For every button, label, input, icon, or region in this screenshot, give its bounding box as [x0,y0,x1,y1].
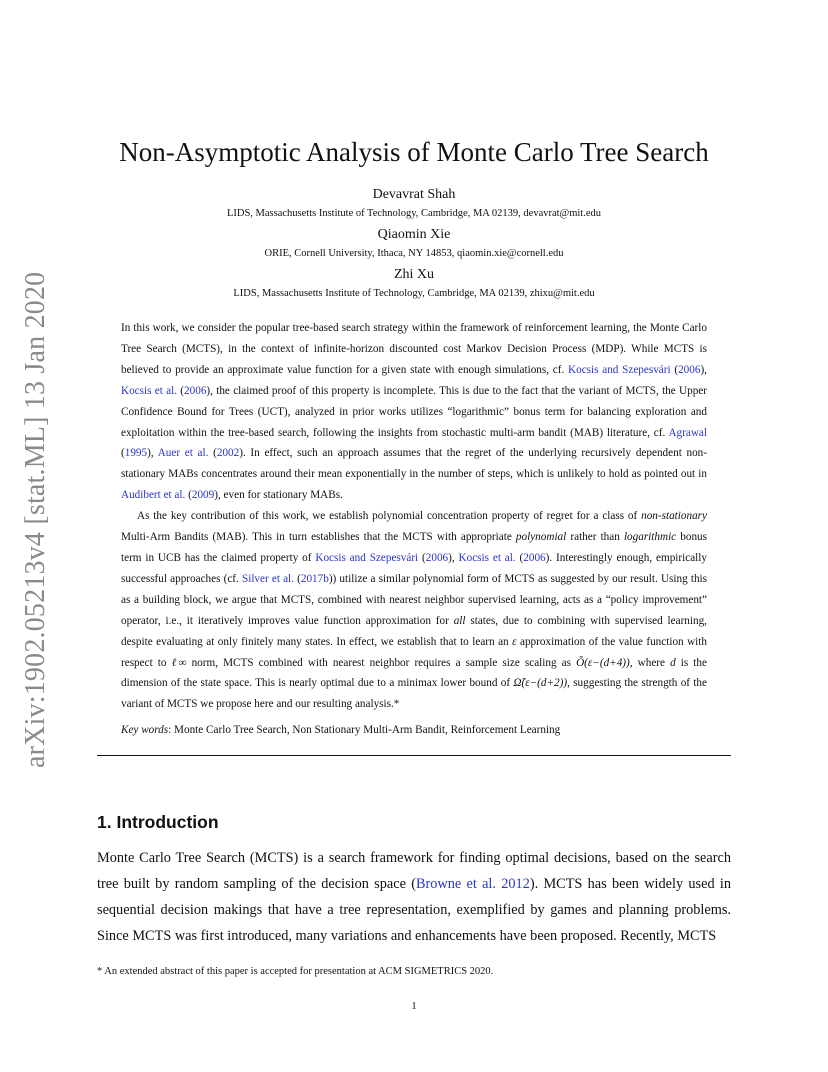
abstract-text: ( [185,489,192,502]
citation-year-link[interactable]: 2006 [425,551,449,564]
abstract-text: ). Interestingly enough, empirically successful approaches (cf. [121,551,707,585]
abstract-text: ), the claimed proof of this property is incomplete. This is due to the fact that the variant of MCTS, the Upper Confidence Bound for Trees (UCT), analyzed in prior works utilizes “logarithmic” bonus term for balancing exploration and exploitation within the tree-based search, following the insights from stochastic multi-arm bandit (MAB) literature, cf. [121,384,707,439]
abstract-paragraph [121,318,707,506]
math-sample-complexity: Õ(ε−(d+4)) [576,656,630,669]
abstract-text: ( [208,447,217,460]
math-norm: ℓ∞ [171,656,187,669]
abstract-text: ), [448,551,459,564]
abstract [121,318,707,715]
section-heading: 1. Introduction [97,812,219,832]
emphasis-text: all [453,614,466,627]
citation-year-link[interactable]: 1995 [124,447,148,460]
abstract-text: ( [670,363,679,376]
abstract-text: is the dimension of the state space. This is nearly optimal due to a minimax lower bound of [121,656,707,690]
abstract-text: norm, MCTS combined with nearest neighbor requires a sample size scaling as [186,656,577,669]
abstract-text: ( [418,551,426,564]
abstract-text: ( [293,572,301,585]
citation-link[interactable]: Kocsis et al. [458,551,516,564]
author-affiliation: ORIE, Cornell University, Ithaca, NY 14853, qiaomin.xie@cornell.edu [264,248,564,259]
abstract-text: , suggesting the strength of the variant of MCTS we propose here and our resulting analysis.* [121,677,707,711]
abstract-text: rather than [566,531,624,544]
body-text: Monte Carlo Tree Search (MCTS) is a search framework for finding optimal decisions, based on the search tree built by random sampling of the decision space ( [97,850,731,892]
abstract-text: states, due to combining with supervised learning, despite evaluating at only finitely many states. In effect, we establish that to learn an [121,614,707,648]
arxiv-identifier: arXiv:1902.05213v4 [stat.ML] 13 Jan 2020 [20,271,51,768]
keywords-label: Key words [121,724,169,736]
abstract-text: ( [515,551,524,564]
abstract-text: ), even for stationary MABs. [214,489,343,502]
abstract-text: As the key contribution of this work, we establish polynomial concentration property of regret for a class of [137,510,642,523]
citation-link[interactable]: Agrawal [668,426,707,439]
citation-year-link[interactable]: 2006 [523,551,546,564]
citation-link[interactable]: Browne et al. 2012 [415,876,530,892]
keywords-list: : Monte Carlo Tree Search, Non Stationary Multi-Arm Bandit, Reinforcement Learning [168,724,561,736]
citation-link[interactable]: Auer et al. [157,447,209,460]
section-divider [97,755,731,756]
citation-link[interactable]: Audibert et al. [121,489,186,502]
math-lower-bound: Ω̃(ε−(d+2)) [513,677,568,690]
author-name: Devavrat Shah [372,187,456,202]
abstract-text: approximation of the value function with respect to [121,635,707,669]
emphasis-text: logarithmic [623,531,677,544]
footnote: * An extended abstract of this paper is accepted for presentation at ACM SIGMETRICS 2020. [97,966,494,977]
abstract-text: ), [700,363,707,376]
citation-year-link[interactable]: 2002 [216,447,240,460]
citation-link[interactable]: Kocsis et al. [121,384,177,397]
abstract-text: ( [177,384,185,397]
author-name: Qiaomin Xie [377,227,451,242]
author-name: Zhi Xu [393,267,435,282]
citation-link[interactable]: Silver et al. [241,572,294,585]
emphasis-text: non-stationary [641,510,707,523]
emphasis-text: polynomial [515,531,567,544]
abstract-text: In this work, we consider the popular tree-based search strategy within the framework of reinforcement learning, the Monte Carlo Tree Search (MCTS), in the context of infinite-horizon discounted cost Markov Decision Process (MDP). While MCTS is believed to provide an approximate value function for a given state with enough simulations, cf. [121,322,707,376]
citation-link[interactable]: Kocsis and Szepesvári [315,551,419,564]
citation-link[interactable]: Kocsis and Szepesvári [568,363,671,376]
abstract-text: )) utilize a similar polynomial form of MCTS as suggested by our result. Using this as a building block, we argue that MCTS, combined with nearest neighbor supervised learning, acts as a “policy improvement” operator, i.e., it iteratively improves value function approximation for [121,572,708,627]
abstract-text: , where [629,656,671,669]
citation-year-link[interactable]: 2017b [300,572,329,585]
body-text: ). MCTS has been widely used in sequential decision makings that have a tree representation, exemplified by games and planning problems. Since MCTS was first introduced, many variations and enhancements have been proposed. Recently, MCTS [97,876,731,944]
abstract-text: ), [147,447,158,460]
author-affiliation: LIDS, Massachusetts Institute of Technology, Cambridge, MA 02139, devavrat@mit.edu [226,208,602,219]
math-epsilon: ε [512,635,517,648]
introduction-paragraph [97,845,731,949]
abstract-text: ( [121,447,125,460]
abstract-paragraph [121,506,707,715]
paper-title: Non-Asymptotic Analysis of Monte Carlo Tree Search [119,137,709,167]
abstract-text: bonus term in UCB has the claimed property of [121,531,707,564]
math-dimension: d [670,656,676,669]
keywords [121,724,741,736]
citation-year-link[interactable]: 2006 [678,363,701,376]
abstract-text: Multi-Arm Bandits (MAB). This in turn establishes that the MCTS with appropriate [121,531,516,544]
page-number: 1 [411,1001,417,1012]
author-affiliation: LIDS, Massachusetts Institute of Technology, Cambridge, MA 02139, zhixu@mit.edu [233,288,595,299]
citation-year-link[interactable]: 2009 [191,489,215,502]
citation-year-link[interactable]: 2006 [184,384,207,397]
abstract-text: ). In effect, such an approach assumes that the regret of the underlying recursively dependent non-stationary MABs concentrates around their mean exponentially in the number of steps, which is unlikely to hold as pointed out in [121,447,708,481]
